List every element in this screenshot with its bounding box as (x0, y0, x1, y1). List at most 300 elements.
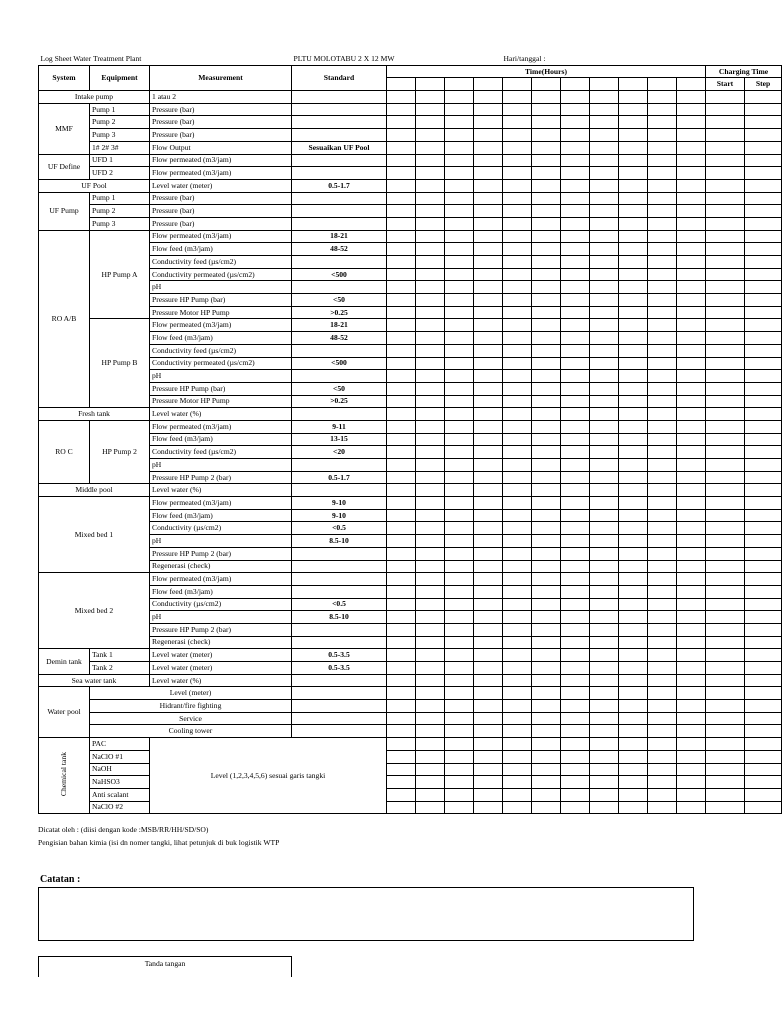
log-entry-cell[interactable] (474, 230, 503, 243)
log-entry-cell[interactable] (416, 344, 445, 357)
log-entry-cell[interactable] (532, 294, 561, 307)
log-entry-cell[interactable] (677, 103, 706, 116)
charging-start-cell[interactable] (706, 662, 745, 675)
log-entry-cell[interactable] (590, 370, 619, 383)
log-entry-cell[interactable] (619, 636, 648, 649)
log-entry-cell[interactable] (677, 306, 706, 319)
log-entry-cell[interactable] (561, 738, 590, 751)
charging-start-cell[interactable] (706, 408, 745, 421)
log-entry-cell[interactable] (590, 725, 619, 738)
log-entry-cell[interactable] (416, 560, 445, 573)
charging-start-cell[interactable] (706, 446, 745, 459)
log-entry-cell[interactable] (445, 205, 474, 218)
log-entry-cell[interactable] (503, 687, 532, 700)
log-entry-cell[interactable] (474, 598, 503, 611)
log-entry-cell[interactable] (677, 522, 706, 535)
log-entry-cell[interactable] (648, 611, 677, 624)
log-entry-cell[interactable] (619, 535, 648, 548)
log-entry-cell[interactable] (445, 230, 474, 243)
charging-step-cell[interactable] (745, 484, 782, 497)
log-entry-cell[interactable] (619, 446, 648, 459)
log-entry-cell[interactable] (648, 712, 677, 725)
log-entry-cell[interactable] (503, 509, 532, 522)
log-entry-cell[interactable] (677, 623, 706, 636)
log-entry-cell[interactable] (387, 91, 416, 104)
log-entry-cell[interactable] (619, 319, 648, 332)
log-entry-cell[interactable] (445, 738, 474, 751)
log-entry-cell[interactable] (648, 509, 677, 522)
log-entry-cell[interactable] (474, 725, 503, 738)
log-entry-cell[interactable] (590, 154, 619, 167)
log-entry-cell[interactable] (677, 497, 706, 510)
charging-step-cell[interactable] (745, 636, 782, 649)
log-entry-cell[interactable] (445, 332, 474, 345)
log-entry-cell[interactable] (445, 167, 474, 180)
log-entry-cell[interactable] (445, 294, 474, 307)
log-entry-cell[interactable] (648, 459, 677, 472)
charging-step-cell[interactable] (745, 446, 782, 459)
log-entry-cell[interactable] (532, 205, 561, 218)
log-entry-cell[interactable] (590, 205, 619, 218)
log-entry-cell[interactable] (561, 725, 590, 738)
log-entry-cell[interactable] (445, 243, 474, 256)
log-entry-cell[interactable] (619, 687, 648, 700)
charging-step-cell[interactable] (745, 179, 782, 192)
log-entry-cell[interactable] (619, 179, 648, 192)
charging-step-cell[interactable] (745, 750, 782, 763)
log-entry-cell[interactable] (619, 788, 648, 801)
charging-step-cell[interactable] (745, 674, 782, 687)
log-entry-cell[interactable] (503, 268, 532, 281)
log-entry-cell[interactable] (474, 547, 503, 560)
charging-step-cell[interactable] (745, 154, 782, 167)
log-entry-cell[interactable] (416, 357, 445, 370)
log-entry-cell[interactable] (503, 205, 532, 218)
log-entry-cell[interactable] (619, 598, 648, 611)
log-entry-cell[interactable] (619, 484, 648, 497)
log-entry-cell[interactable] (503, 446, 532, 459)
log-entry-cell[interactable] (677, 116, 706, 129)
log-entry-cell[interactable] (648, 91, 677, 104)
log-entry-cell[interactable] (648, 446, 677, 459)
log-entry-cell[interactable] (474, 585, 503, 598)
log-entry-cell[interactable] (677, 788, 706, 801)
charging-start-cell[interactable] (706, 357, 745, 370)
log-entry-cell[interactable] (387, 243, 416, 256)
log-entry-cell[interactable] (561, 103, 590, 116)
log-entry-cell[interactable] (677, 129, 706, 142)
log-entry-cell[interactable] (445, 217, 474, 230)
log-entry-cell[interactable] (648, 217, 677, 230)
log-entry-cell[interactable] (619, 662, 648, 675)
log-entry-cell[interactable] (532, 738, 561, 751)
log-entry-cell[interactable] (590, 763, 619, 776)
log-entry-cell[interactable] (387, 382, 416, 395)
log-entry-cell[interactable] (503, 522, 532, 535)
log-entry-cell[interactable] (416, 585, 445, 598)
log-entry-cell[interactable] (387, 103, 416, 116)
log-entry-cell[interactable] (590, 598, 619, 611)
log-entry-cell[interactable] (648, 725, 677, 738)
log-entry-cell[interactable] (532, 103, 561, 116)
charging-step-cell[interactable] (745, 103, 782, 116)
log-entry-cell[interactable] (677, 268, 706, 281)
log-entry-cell[interactable] (387, 623, 416, 636)
log-entry-cell[interactable] (387, 471, 416, 484)
log-entry-cell[interactable] (445, 154, 474, 167)
charging-start-cell[interactable] (706, 522, 745, 535)
log-entry-cell[interactable] (532, 370, 561, 383)
log-entry-cell[interactable] (677, 459, 706, 472)
log-entry-cell[interactable] (387, 129, 416, 142)
log-entry-cell[interactable] (561, 763, 590, 776)
charging-step-cell[interactable] (745, 395, 782, 408)
log-entry-cell[interactable] (561, 662, 590, 675)
log-entry-cell[interactable] (561, 91, 590, 104)
charging-start-cell[interactable] (706, 801, 745, 814)
log-entry-cell[interactable] (619, 497, 648, 510)
log-entry-cell[interactable] (416, 484, 445, 497)
log-entry-cell[interactable] (503, 281, 532, 294)
log-entry-cell[interactable] (416, 636, 445, 649)
log-entry-cell[interactable] (590, 649, 619, 662)
log-entry-cell[interactable] (590, 750, 619, 763)
log-entry-cell[interactable] (445, 192, 474, 205)
log-entry-cell[interactable] (677, 750, 706, 763)
log-entry-cell[interactable] (677, 547, 706, 560)
log-entry-cell[interactable] (677, 662, 706, 675)
log-entry-cell[interactable] (474, 573, 503, 586)
log-entry-cell[interactable] (503, 700, 532, 713)
log-entry-cell[interactable] (474, 281, 503, 294)
log-entry-cell[interactable] (648, 573, 677, 586)
log-entry-cell[interactable] (648, 408, 677, 421)
log-entry-cell[interactable] (387, 179, 416, 192)
log-entry-cell[interactable] (532, 192, 561, 205)
log-entry-cell[interactable] (445, 129, 474, 142)
log-entry-cell[interactable] (445, 395, 474, 408)
log-entry-cell[interactable] (445, 674, 474, 687)
log-entry-cell[interactable] (532, 674, 561, 687)
log-entry-cell[interactable] (387, 776, 416, 789)
log-entry-cell[interactable] (416, 687, 445, 700)
log-entry-cell[interactable] (416, 395, 445, 408)
log-entry-cell[interactable] (416, 459, 445, 472)
charging-step-cell[interactable] (745, 281, 782, 294)
log-entry-cell[interactable] (590, 344, 619, 357)
log-entry-cell[interactable] (503, 776, 532, 789)
log-entry-cell[interactable] (619, 509, 648, 522)
time-slot[interactable] (619, 78, 648, 91)
log-entry-cell[interactable] (416, 332, 445, 345)
charging-step-cell[interactable] (745, 306, 782, 319)
log-entry-cell[interactable] (590, 687, 619, 700)
log-entry-cell[interactable] (561, 788, 590, 801)
log-entry-cell[interactable] (532, 167, 561, 180)
log-entry-cell[interactable] (590, 788, 619, 801)
log-entry-cell[interactable] (445, 662, 474, 675)
log-entry-cell[interactable] (561, 776, 590, 789)
charging-start-cell[interactable] (706, 509, 745, 522)
log-entry-cell[interactable] (677, 433, 706, 446)
log-entry-cell[interactable] (445, 408, 474, 421)
log-entry-cell[interactable] (445, 560, 474, 573)
log-entry-cell[interactable] (561, 497, 590, 510)
charging-step-cell[interactable] (745, 712, 782, 725)
log-entry-cell[interactable] (590, 433, 619, 446)
log-entry-cell[interactable] (532, 522, 561, 535)
log-entry-cell[interactable] (532, 129, 561, 142)
log-entry-cell[interactable] (619, 433, 648, 446)
log-entry-cell[interactable] (648, 370, 677, 383)
log-entry-cell[interactable] (561, 243, 590, 256)
charging-step-cell[interactable] (745, 801, 782, 814)
log-entry-cell[interactable] (445, 179, 474, 192)
log-entry-cell[interactable] (474, 129, 503, 142)
log-entry-cell[interactable] (445, 700, 474, 713)
log-entry-cell[interactable] (387, 484, 416, 497)
log-entry-cell[interactable] (590, 230, 619, 243)
log-entry-cell[interactable] (474, 801, 503, 814)
log-entry-cell[interactable] (561, 623, 590, 636)
log-entry-cell[interactable] (474, 763, 503, 776)
log-entry-cell[interactable] (590, 395, 619, 408)
log-entry-cell[interactable] (677, 611, 706, 624)
log-entry-cell[interactable] (445, 535, 474, 548)
log-entry-cell[interactable] (445, 344, 474, 357)
log-entry-cell[interactable] (648, 484, 677, 497)
log-entry-cell[interactable] (445, 585, 474, 598)
log-entry-cell[interactable] (387, 319, 416, 332)
log-entry-cell[interactable] (677, 763, 706, 776)
log-entry-cell[interactable] (619, 344, 648, 357)
charging-start-cell[interactable] (706, 103, 745, 116)
log-entry-cell[interactable] (532, 547, 561, 560)
log-entry-cell[interactable] (532, 497, 561, 510)
log-entry-cell[interactable] (445, 725, 474, 738)
log-entry-cell[interactable] (387, 446, 416, 459)
log-entry-cell[interactable] (677, 446, 706, 459)
log-entry-cell[interactable] (619, 281, 648, 294)
log-entry-cell[interactable] (619, 801, 648, 814)
log-entry-cell[interactable] (677, 357, 706, 370)
log-entry-cell[interactable] (648, 332, 677, 345)
log-entry-cell[interactable] (474, 522, 503, 535)
log-entry-cell[interactable] (561, 687, 590, 700)
log-entry-cell[interactable] (561, 395, 590, 408)
log-entry-cell[interactable] (445, 509, 474, 522)
log-entry-cell[interactable] (503, 763, 532, 776)
time-slot[interactable] (387, 78, 416, 91)
log-entry-cell[interactable] (532, 700, 561, 713)
log-entry-cell[interactable] (416, 674, 445, 687)
log-entry-cell[interactable] (648, 687, 677, 700)
log-entry-cell[interactable] (387, 433, 416, 446)
log-entry-cell[interactable] (503, 801, 532, 814)
log-entry-cell[interactable] (561, 154, 590, 167)
log-entry-cell[interactable] (677, 700, 706, 713)
charging-step-cell[interactable] (745, 382, 782, 395)
log-entry-cell[interactable] (474, 154, 503, 167)
log-entry-cell[interactable] (648, 243, 677, 256)
log-entry-cell[interactable] (416, 281, 445, 294)
charging-start-cell[interactable] (706, 420, 745, 433)
log-entry-cell[interactable] (677, 420, 706, 433)
log-entry-cell[interactable] (648, 598, 677, 611)
log-entry-cell[interactable] (561, 598, 590, 611)
log-entry-cell[interactable] (503, 243, 532, 256)
log-entry-cell[interactable] (445, 433, 474, 446)
log-entry-cell[interactable] (387, 420, 416, 433)
log-entry-cell[interactable] (474, 357, 503, 370)
charging-step-cell[interactable] (745, 357, 782, 370)
log-entry-cell[interactable] (561, 801, 590, 814)
log-entry-cell[interactable] (532, 268, 561, 281)
charging-step-cell[interactable] (745, 192, 782, 205)
charging-start-cell[interactable] (706, 636, 745, 649)
time-slot[interactable] (503, 78, 532, 91)
log-entry-cell[interactable] (445, 598, 474, 611)
time-slot[interactable] (677, 78, 706, 91)
log-entry-cell[interactable] (474, 205, 503, 218)
log-entry-cell[interactable] (619, 306, 648, 319)
log-entry-cell[interactable] (561, 217, 590, 230)
log-entry-cell[interactable] (474, 91, 503, 104)
charging-start-cell[interactable] (706, 484, 745, 497)
log-entry-cell[interactable] (648, 738, 677, 751)
log-entry-cell[interactable] (474, 509, 503, 522)
log-entry-cell[interactable] (677, 649, 706, 662)
charging-step-cell[interactable] (745, 725, 782, 738)
log-entry-cell[interactable] (648, 395, 677, 408)
log-entry-cell[interactable] (445, 623, 474, 636)
log-entry-cell[interactable] (619, 129, 648, 142)
log-entry-cell[interactable] (677, 294, 706, 307)
log-entry-cell[interactable] (416, 217, 445, 230)
log-entry-cell[interactable] (387, 649, 416, 662)
log-entry-cell[interactable] (474, 687, 503, 700)
charging-start-cell[interactable] (706, 433, 745, 446)
log-entry-cell[interactable] (503, 179, 532, 192)
log-entry-cell[interactable] (387, 332, 416, 345)
log-entry-cell[interactable] (677, 319, 706, 332)
log-entry-cell[interactable] (590, 497, 619, 510)
log-entry-cell[interactable] (445, 801, 474, 814)
log-entry-cell[interactable] (532, 446, 561, 459)
log-entry-cell[interactable] (590, 547, 619, 560)
log-entry-cell[interactable] (474, 408, 503, 421)
charging-step-cell[interactable] (745, 319, 782, 332)
log-entry-cell[interactable] (590, 357, 619, 370)
log-entry-cell[interactable] (561, 357, 590, 370)
charging-step-cell[interactable] (745, 332, 782, 345)
log-entry-cell[interactable] (503, 192, 532, 205)
log-entry-cell[interactable] (503, 674, 532, 687)
log-entry-cell[interactable] (445, 446, 474, 459)
charging-start-cell[interactable] (706, 217, 745, 230)
log-entry-cell[interactable] (387, 662, 416, 675)
log-entry-cell[interactable] (416, 497, 445, 510)
log-entry-cell[interactable] (677, 674, 706, 687)
charging-start-cell[interactable] (706, 344, 745, 357)
log-entry-cell[interactable] (503, 382, 532, 395)
log-entry-cell[interactable] (416, 243, 445, 256)
log-entry-cell[interactable] (474, 116, 503, 129)
log-entry-cell[interactable] (503, 294, 532, 307)
log-entry-cell[interactable] (648, 788, 677, 801)
log-entry-cell[interactable] (532, 471, 561, 484)
log-entry-cell[interactable] (387, 687, 416, 700)
log-entry-cell[interactable] (532, 319, 561, 332)
log-entry-cell[interactable] (416, 167, 445, 180)
log-entry-cell[interactable] (677, 382, 706, 395)
log-entry-cell[interactable] (474, 750, 503, 763)
log-entry-cell[interactable] (619, 167, 648, 180)
charging-start-cell[interactable] (706, 700, 745, 713)
log-entry-cell[interactable] (474, 712, 503, 725)
charging-start-cell[interactable] (706, 129, 745, 142)
charging-start-cell[interactable] (706, 535, 745, 548)
log-entry-cell[interactable] (503, 788, 532, 801)
log-entry-cell[interactable] (474, 395, 503, 408)
log-entry-cell[interactable] (619, 294, 648, 307)
log-entry-cell[interactable] (532, 560, 561, 573)
charging-step-cell[interactable] (745, 256, 782, 269)
charging-step-cell[interactable] (745, 459, 782, 472)
charging-step-cell[interactable] (745, 522, 782, 535)
log-entry-cell[interactable] (561, 522, 590, 535)
log-entry-cell[interactable] (590, 471, 619, 484)
log-entry-cell[interactable] (532, 484, 561, 497)
log-entry-cell[interactable] (532, 179, 561, 192)
log-entry-cell[interactable] (503, 712, 532, 725)
log-entry-cell[interactable] (648, 585, 677, 598)
log-entry-cell[interactable] (474, 370, 503, 383)
log-entry-cell[interactable] (677, 91, 706, 104)
log-entry-cell[interactable] (677, 471, 706, 484)
log-entry-cell[interactable] (445, 776, 474, 789)
log-entry-cell[interactable] (648, 522, 677, 535)
charging-start-cell[interactable] (706, 623, 745, 636)
time-slot[interactable] (590, 78, 619, 91)
log-entry-cell[interactable] (532, 636, 561, 649)
charging-start-cell[interactable] (706, 788, 745, 801)
log-entry-cell[interactable] (532, 91, 561, 104)
log-entry-cell[interactable] (561, 192, 590, 205)
log-entry-cell[interactable] (648, 319, 677, 332)
log-entry-cell[interactable] (648, 205, 677, 218)
log-entry-cell[interactable] (387, 547, 416, 560)
log-entry-cell[interactable] (416, 662, 445, 675)
log-entry-cell[interactable] (387, 763, 416, 776)
log-entry-cell[interactable] (445, 420, 474, 433)
log-entry-cell[interactable] (561, 167, 590, 180)
log-entry-cell[interactable] (532, 585, 561, 598)
log-entry-cell[interactable] (445, 611, 474, 624)
charging-start-cell[interactable] (706, 712, 745, 725)
log-entry-cell[interactable] (474, 484, 503, 497)
log-entry-cell[interactable] (416, 649, 445, 662)
log-entry-cell[interactable] (387, 268, 416, 281)
log-entry-cell[interactable] (416, 750, 445, 763)
charging-start-cell[interactable] (706, 306, 745, 319)
log-entry-cell[interactable] (677, 243, 706, 256)
log-entry-cell[interactable] (503, 750, 532, 763)
log-entry-cell[interactable] (619, 763, 648, 776)
log-entry-cell[interactable] (561, 408, 590, 421)
log-entry-cell[interactable] (474, 256, 503, 269)
log-entry-cell[interactable] (474, 623, 503, 636)
